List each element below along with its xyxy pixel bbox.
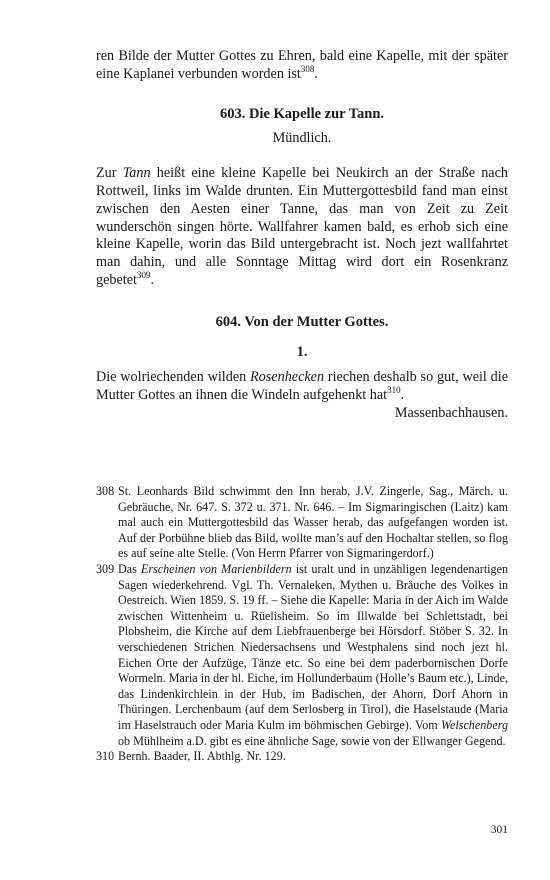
footnote-ref-309[interactable]: 309 [136, 270, 151, 281]
footnote-ref-308[interactable]: 308 [300, 63, 315, 74]
footnote-text [118, 562, 508, 749]
footnote-number: 310 [96, 749, 115, 764]
footnote-308 [96, 484, 508, 562]
footnote-text-part: Das [118, 561, 141, 576]
footnote-text: Bernh. Baader, II. Abthlg. Nr. 129. [118, 749, 286, 764]
emphasized-place-name: Tann [122, 164, 151, 181]
subsection-number: 1. [296, 344, 308, 361]
footnote-number: 309 [96, 561, 115, 576]
page-number: 301 [490, 824, 508, 836]
footnote-number: 308 [96, 484, 115, 498]
page-content [96, 48, 508, 423]
emphasized-term: Erscheinen von Marienbildern [140, 561, 292, 576]
footnote-309 [96, 562, 508, 749]
footnotes-section [96, 484, 508, 765]
footnote-text: St. Leonhards Bild schwimmt den Inn herab, J.V. Zingerle, Sag., Märch. u. Gebräuche, Nr. 647. S. 372 u. 371. Nr. 646. – Im Sigmaringischen (Laitz) kam mal auch ein Muttergottesbild das Wasser herab, das aufgefangen worden ist. Auf der Porbühne blieb das Bild, wollte man’s auf den Hochaltar stellen, so flog es auf seine alte Stelle. (Von Herrn Pfarrer von Sigmaringerdorf.) [118, 484, 508, 561]
section-603-paragraph: Zur Tann heißt eine kleine Kapelle bei Neukirch an der Straße nach Rottweil, links im Walde drunten. Ein Muttergottesbild fand man einst zwischen den Aesten einer Tanne, das man von Zeit zu Zeit wunderschön singen hörte. Wallfahrer kamen bald, es erhob sich eine kleine Kapelle, worin das Bild untergebracht ist. Noch jezt wallfahrtet man dahin, und alle Sonntage Mittag wird dort ein Rosenkranz gebetet$^{309}$. [96, 164, 508, 289]
section-source-subtitle: Mündlich. [272, 129, 332, 146]
footnote-ref-310[interactable]: 310 [387, 385, 401, 396]
section-604-paragraph: Die wolriechenden wilden Rosenhecken riechen deshalb so gut, weil die Mutter Gottes an ihnen die Windeln aufgehenkt hat$^{310}$. [96, 369, 509, 404]
footnote-310 [96, 749, 508, 765]
footnote-text-part: ist uralt und in unzähligen legendenartigen Sagen wiederkehrend. Vgl. Th. Vernaleken, Mythen u. Bräuche des Volkes in Oestreich. Wien 1859. S. 19 ff. – Siehe die Kapelle: Maria in der Aich im Walde zwischen Wittenheim u. Rüelisheim. So im Illwalde bei Schlettstadt, bei Plobsheim, die Kirche auf dem Liebfrauenberge bei Hörsdorf. Stöber S. 32. In verschiedenen Strichen Niedersachsens und Westphalens sind noch jezt hl. Eichen Orte der Aufzüge, Tänze etc. So eine bei dem paderbornischen Dorfe Wormeln. Maria in der hl. Eiche, im Hollunderbaum (Holle’s Baum etc.), Linde, das Lindenkirchlein in der Hub, im Badischen, der Ahorn, Dorf Ahorn in Thüringen. Lerchenbaum (auf dem Serlosberg in Tirol), die Haselstaude (Maria im Haselstrauch oder Maria Kulm im böhmischen Gebirge). Vom [118, 561, 508, 732]
paragraph-text: ren Bilde der Mutter Gottes zu Ehren, bald eine Kapelle, mit der später eine Kaplanei verbunden worden ist [96, 48, 508, 82]
source-attribution: Massenbachhausen. [394, 404, 508, 421]
paragraph-text: Die wolriechenden wilden [96, 369, 251, 386]
paragraph-text: riechen deshalb so gut, weil die Mutter Gottes an ihnen die Windeln aufgehenkt hat [96, 369, 509, 404]
section-heading-603: 603. Die Kapelle zur Tann. [219, 105, 385, 122]
emphasized-place-name: Welschenberg [441, 717, 508, 732]
paragraph-text: Zur [96, 164, 123, 181]
emphasized-term: Rosenhecken [250, 369, 325, 386]
continuation-paragraph: ren Bilde der Mutter Gottes zu Ehren, bald eine Kapelle, mit der später eine Kaplanei verbunden worden ist$^{308}$. [96, 48, 508, 82]
section-heading-604: 604. Von der Mutter Gottes. [215, 314, 389, 331]
paragraph-text: heißt eine kleine Kapelle bei Neukirch an der Straße nach Rottweil, links im Walde drunten. Ein Muttergottesbild fand man einst zwischen den Aesten einer Tanne, das man von Zeit zu Zeit wunderschön singen hörte. Wallfahrer kamen bald, es erhob sich eine kleine Kapelle, worin das Bild untergebracht ist. Noch jezt wallfahrtet man dahin, und alle Sonntage Mittag wird dort ein Rosenkranz gebetet [96, 164, 508, 289]
footnote-text-part: ob Mühlheim a.D. gibt es eine ähnliche Sage, sowie von der Ellwanger Gegend. [118, 733, 506, 748]
